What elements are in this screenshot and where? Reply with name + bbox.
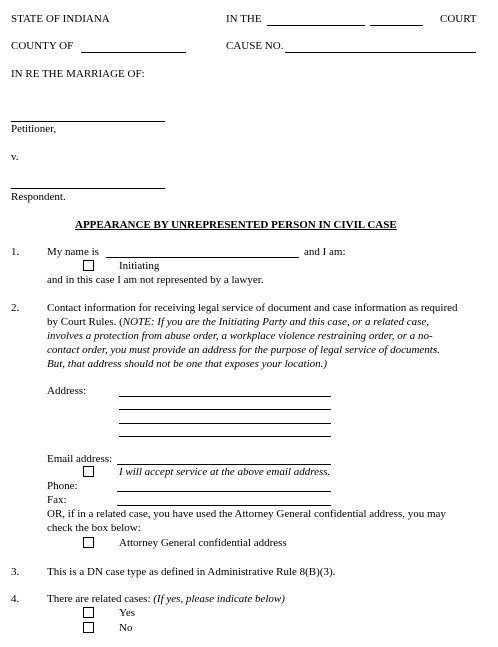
item-2-line-2: by Court Rules. (NOTE: If you are the Initiating Party and this case, or a related case, xyxy=(47,316,430,328)
item-4-text: There are related cases: (If yes, please indicate below) xyxy=(47,593,285,605)
phone-label: Phone: xyxy=(47,480,78,492)
county-line[interactable] xyxy=(81,52,186,53)
item-4-number: 4. xyxy=(11,593,20,605)
ag-address-checkbox[interactable] xyxy=(83,537,94,548)
county-label: COUNTY OF xyxy=(11,40,74,52)
v-label: v. xyxy=(11,151,19,163)
related-yes-checkbox[interactable] xyxy=(83,607,94,618)
court-label: COURT xyxy=(440,13,477,25)
email-line[interactable] xyxy=(117,464,331,465)
fax-line[interactable] xyxy=(117,505,331,506)
initiating-checkbox[interactable] xyxy=(83,260,94,271)
item-2-number: 2. xyxy=(11,302,20,314)
address-line-2[interactable] xyxy=(119,409,331,410)
email-accept-label: I will accept service at the above email address. xyxy=(119,466,331,478)
phone-line[interactable] xyxy=(117,491,331,492)
in-re-label: IN RE THE MARRIAGE OF: xyxy=(11,68,145,80)
court-name-line[interactable] xyxy=(267,25,365,26)
petitioner-line[interactable] xyxy=(11,121,165,122)
court-name-line-2[interactable] xyxy=(370,25,423,26)
fax-label: Fax: xyxy=(47,494,67,506)
or-text-line-2: check the box below: xyxy=(47,522,141,534)
related-yes-label: Yes xyxy=(119,607,136,619)
name-line[interactable] xyxy=(106,257,299,258)
item-2-line-4: contact order, you must provide an address for the purpose of legal service of documents. xyxy=(47,344,440,356)
cause-no-line[interactable] xyxy=(285,52,476,53)
email-label: Email address: xyxy=(47,453,113,465)
ag-address-label: Attorney General confidential address xyxy=(119,537,287,549)
item-3-text: This is a DN case type as defined in Administrative Rule 8(B)(3). xyxy=(47,566,336,578)
not-represented-text: and in this case I am not represented by a lawyer. xyxy=(47,274,264,286)
address-line-3[interactable] xyxy=(119,423,331,424)
related-no-label: No xyxy=(119,622,133,634)
cause-no-label: CAUSE NO. xyxy=(226,40,284,52)
item-1-number: 1. xyxy=(11,246,20,258)
petitioner-label: Petitioner, xyxy=(11,123,57,135)
form-title: APPEARANCE BY UNREPRESENTED PERSON IN CIVIL CASE xyxy=(75,219,397,231)
related-no-checkbox[interactable] xyxy=(83,622,94,633)
email-accept-checkbox[interactable] xyxy=(83,466,94,477)
item-2-line-3: involves a protection from abuse order, a workplace violence restraining order, or a no- xyxy=(47,330,433,342)
item-3-number: 3. xyxy=(11,566,20,578)
respondent-line[interactable] xyxy=(11,188,165,189)
respondent-label: Respondent. xyxy=(11,191,66,203)
and-i-am-label: and I am: xyxy=(304,246,346,258)
address-label: Address: xyxy=(47,385,87,397)
item-2-line-5: But, that address should not be one that exposes your location.) xyxy=(47,358,328,370)
in-the-label: IN THE xyxy=(226,13,262,25)
item-2-line-1: Contact information for receiving legal service of document and case information as required xyxy=(47,302,458,314)
initiating-label: Initiating xyxy=(119,260,160,272)
my-name-label: My name is xyxy=(47,246,99,258)
address-line-1[interactable] xyxy=(119,396,331,397)
address-line-4[interactable] xyxy=(119,436,331,437)
state-label: STATE OF INDIANA xyxy=(11,13,110,25)
or-text-line-1: OR, if in a related case, you have used the Attorney General confidential address, you may xyxy=(47,508,446,520)
